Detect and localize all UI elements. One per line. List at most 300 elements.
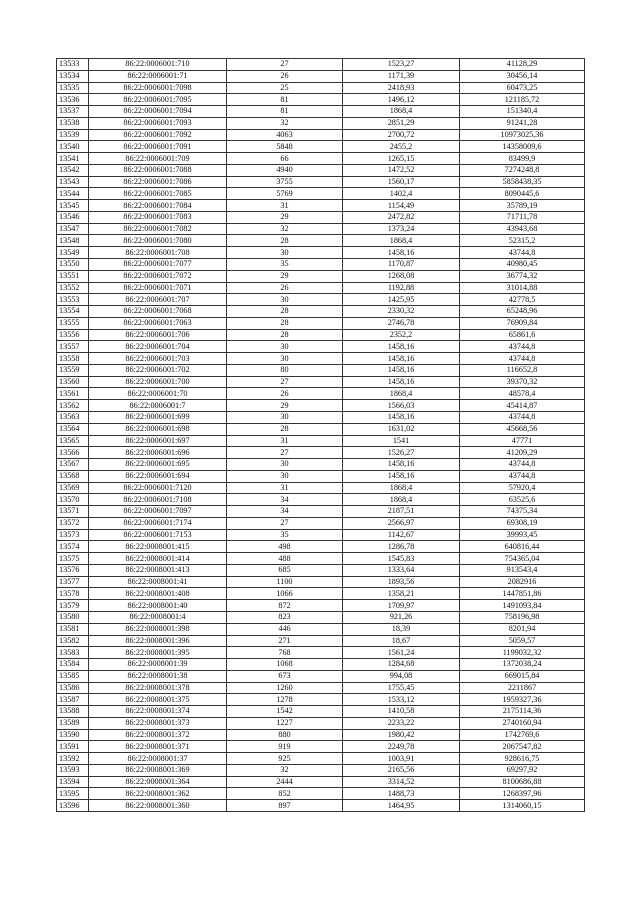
table-row [57,235,585,247]
cadastral-number-cell: 86:22:0008001:4 [89,611,227,623]
specific-value-cell: 1631,02 [343,423,460,435]
area-cell: 27 [227,517,343,529]
specific-value-cell: 1533,12 [343,694,460,706]
table-row [57,611,585,623]
cadastral-value-cell: 39370,32 [460,376,585,388]
cadastral-number-cell: 86:22:0006001:7071 [89,282,227,294]
area-cell: 30 [227,294,343,306]
area-cell: 27 [227,376,343,388]
cadastral-value-cell: 1742769,6 [460,729,585,741]
row-number-cell: 13582 [57,635,89,647]
table-row [57,517,585,529]
cadastral-value-cell: 65861,6 [460,329,585,341]
cadastral-value-cell: 41128,29 [460,59,585,71]
specific-value-cell: 1171,39 [343,70,460,82]
row-number-cell: 13545 [57,200,89,212]
table-row [57,529,585,541]
row-number-cell: 13540 [57,141,89,153]
row-number-cell: 13552 [57,282,89,294]
cadastral-value-cell: 47771 [460,435,585,447]
area-cell: 34 [227,506,343,518]
row-number-cell: 13587 [57,694,89,706]
specific-value-cell: 2455,2 [343,141,460,153]
cadastral-value-cell: 8201,94 [460,623,585,635]
row-number-cell: 13539 [57,129,89,141]
cadastral-number-cell: 86:22:0008001:396 [89,635,227,647]
row-number-cell: 13558 [57,353,89,365]
area-cell: 81 [227,94,343,106]
table-row [57,153,585,165]
row-number-cell: 13557 [57,341,89,353]
cadastral-value-cell: 43744,8 [460,353,585,365]
specific-value-cell: 1560,17 [343,176,460,188]
row-number-cell: 13547 [57,223,89,235]
row-number-cell: 13577 [57,576,89,588]
row-number-cell: 13560 [57,376,89,388]
cadastral-value-cell: 928616,75 [460,753,585,765]
row-number-cell: 13559 [57,364,89,376]
specific-value-cell: 1265,15 [343,153,460,165]
specific-value-cell: 1458,16 [343,353,460,365]
specific-value-cell: 1526,27 [343,447,460,459]
cadastral-number-cell: 86:22:0006001:7092 [89,129,227,141]
area-cell: 29 [227,270,343,282]
row-number-cell: 13575 [57,553,89,565]
row-number-cell: 13567 [57,459,89,471]
row-number-cell: 13533 [57,59,89,71]
cadastral-number-cell: 86:22:0006001:7084 [89,200,227,212]
area-cell: 880 [227,729,343,741]
table-row [57,682,585,694]
cadastral-value-cell: 41209,29 [460,447,585,459]
cadastral-number-cell: 86:22:0006001:698 [89,423,227,435]
table-row [57,411,585,423]
row-number-cell: 13549 [57,247,89,259]
cadastral-value-cell: 43744,8 [460,459,585,471]
row-number-cell: 13590 [57,729,89,741]
row-number-cell: 13569 [57,482,89,494]
cadastral-value-cell: 5858438,35 [460,176,585,188]
area-cell: 925 [227,753,343,765]
row-number-cell: 13591 [57,741,89,753]
specific-value-cell: 1142,67 [343,529,460,541]
row-number-cell: 13556 [57,329,89,341]
cadastral-value-cell: 43744,8 [460,470,585,482]
table-row [57,82,585,94]
cadastral-number-cell: 86:22:0008001:372 [89,729,227,741]
table-row [57,400,585,412]
cadastral-value-table [56,58,585,812]
specific-value-cell: 18,39 [343,623,460,635]
cadastral-value-cell: 1959327,36 [460,694,585,706]
table-row [57,129,585,141]
cadastral-number-cell: 86:22:0006001:706 [89,329,227,341]
table-row [57,764,585,776]
area-cell: 32 [227,117,343,129]
area-cell: 27 [227,59,343,71]
area-cell: 685 [227,564,343,576]
area-cell: 1100 [227,576,343,588]
row-number-cell: 13561 [57,388,89,400]
cadastral-value-cell: 754365,04 [460,553,585,565]
row-number-cell: 13542 [57,164,89,176]
cadastral-value-cell: 640816,44 [460,541,585,553]
table-body [57,59,585,812]
area-cell: 35 [227,259,343,271]
area-cell: 28 [227,329,343,341]
cadastral-number-cell: 86:22:0006001:7093 [89,117,227,129]
cadastral-number-cell: 86:22:0006001:70 [89,388,227,400]
row-number-cell: 13565 [57,435,89,447]
area-cell: 5848 [227,141,343,153]
cadastral-value-cell: 45414,87 [460,400,585,412]
area-cell: 28 [227,317,343,329]
area-cell: 897 [227,800,343,812]
cadastral-value-cell: 8090445,6 [460,188,585,200]
specific-value-cell: 1458,16 [343,459,460,471]
cadastral-number-cell: 86:22:0008001:413 [89,564,227,576]
table-row [57,706,585,718]
row-number-cell: 13562 [57,400,89,412]
area-cell: 30 [227,470,343,482]
area-cell: 81 [227,106,343,118]
cadastral-value-cell: 71711,78 [460,211,585,223]
specific-value-cell: 1458,16 [343,341,460,353]
cadastral-value-cell: 76909,84 [460,317,585,329]
cadastral-number-cell: 86:22:0006001:7095 [89,94,227,106]
table-row [57,364,585,376]
cadastral-number-cell: 86:22:0008001:373 [89,717,227,729]
area-cell: 30 [227,459,343,471]
area-cell: 446 [227,623,343,635]
area-cell: 25 [227,82,343,94]
specific-value-cell: 1893,56 [343,576,460,588]
specific-value-cell: 1410,58 [343,706,460,718]
table-row [57,188,585,200]
row-number-cell: 13543 [57,176,89,188]
cadastral-number-cell: 86:22:0008001:371 [89,741,227,753]
cadastral-value-cell: 2082916 [460,576,585,588]
cadastral-number-cell: 86:22:0006001:7068 [89,306,227,318]
specific-value-cell: 1472,52 [343,164,460,176]
specific-value-cell: 1488,73 [343,788,460,800]
table-row [57,376,585,388]
row-number-cell: 13555 [57,317,89,329]
cadastral-value-cell: 758196,98 [460,611,585,623]
cadastral-number-cell: 86:22:0006001:7077 [89,259,227,271]
table-row [57,106,585,118]
cadastral-number-cell: 86:22:0006001:702 [89,364,227,376]
row-number-cell: 13548 [57,235,89,247]
cadastral-value-cell: 1447851,86 [460,588,585,600]
cadastral-number-cell: 86:22:0006001:695 [89,459,227,471]
cadastral-value-cell: 43943,68 [460,223,585,235]
cadastral-number-cell: 86:22:0008001:39 [89,659,227,671]
cadastral-value-cell: 63525,6 [460,494,585,506]
table-row [57,270,585,282]
area-cell: 27 [227,447,343,459]
specific-value-cell: 2330,32 [343,306,460,318]
specific-value-cell: 1192,88 [343,282,460,294]
cadastral-number-cell: 86:22:0006001:7086 [89,176,227,188]
row-number-cell: 13550 [57,259,89,271]
cadastral-value-cell: 151340,4 [460,106,585,118]
row-number-cell: 13535 [57,82,89,94]
row-number-cell: 13578 [57,588,89,600]
row-number-cell: 13570 [57,494,89,506]
cadastral-number-cell: 86:22:0006001:7097 [89,506,227,518]
cadastral-value-cell: 43744,8 [460,247,585,259]
row-number-cell: 13593 [57,764,89,776]
cadastral-value-cell: 1372038,24 [460,659,585,671]
specific-value-cell: 1980,42 [343,729,460,741]
area-cell: 28 [227,235,343,247]
cadastral-value-cell: 2740160,94 [460,717,585,729]
specific-value-cell: 1284,68 [343,659,460,671]
area-cell: 4063 [227,129,343,141]
area-cell: 1542 [227,706,343,718]
row-number-cell: 13576 [57,564,89,576]
row-number-cell: 13574 [57,541,89,553]
cadastral-number-cell: 86:22:0008001:41 [89,576,227,588]
area-cell: 1260 [227,682,343,694]
table-row [57,635,585,647]
cadastral-number-cell: 86:22:0008001:37 [89,753,227,765]
row-number-cell: 13573 [57,529,89,541]
row-number-cell: 13534 [57,70,89,82]
specific-value-cell: 2851,29 [343,117,460,129]
area-cell: 31 [227,482,343,494]
area-cell: 66 [227,153,343,165]
table-row [57,470,585,482]
specific-value-cell: 1286,78 [343,541,460,553]
cadastral-number-cell: 86:22:0006001:7072 [89,270,227,282]
cadastral-number-cell: 86:22:0006001:7085 [89,188,227,200]
cadastral-value-cell: 1268397,96 [460,788,585,800]
specific-value-cell: 2187,51 [343,506,460,518]
row-number-cell: 13571 [57,506,89,518]
table-row [57,353,585,365]
row-number-cell: 13585 [57,670,89,682]
specific-value-cell: 2472,82 [343,211,460,223]
cadastral-number-cell: 86:22:0006001:704 [89,341,227,353]
table-row [57,388,585,400]
area-cell: 823 [227,611,343,623]
document-page [56,58,584,812]
table-row [57,800,585,812]
area-cell: 1066 [227,588,343,600]
cadastral-number-cell: 86:22:0008001:408 [89,588,227,600]
cadastral-number-cell: 86:22:0006001:7063 [89,317,227,329]
cadastral-value-cell: 91241,28 [460,117,585,129]
cadastral-number-cell: 86:22:0006001:7 [89,400,227,412]
cadastral-number-cell: 86:22:0006001:699 [89,411,227,423]
cadastral-value-cell: 35789,19 [460,200,585,212]
specific-value-cell: 1458,16 [343,411,460,423]
cadastral-value-cell: 1491093,84 [460,600,585,612]
cadastral-value-cell: 121185,72 [460,94,585,106]
specific-value-cell: 1358,21 [343,588,460,600]
table-row [57,200,585,212]
specific-value-cell: 2418,93 [343,82,460,94]
cadastral-value-cell: 74375,34 [460,506,585,518]
area-cell: 768 [227,647,343,659]
table-row [57,776,585,788]
row-number-cell: 13584 [57,659,89,671]
cadastral-value-cell: 31014,88 [460,282,585,294]
cadastral-number-cell: 86:22:0006001:7108 [89,494,227,506]
area-cell: 488 [227,553,343,565]
cadastral-number-cell: 86:22:0008001:38 [89,670,227,682]
row-number-cell: 13589 [57,717,89,729]
cadastral-value-cell: 42778,5 [460,294,585,306]
specific-value-cell: 18,67 [343,635,460,647]
table-row [57,317,585,329]
cadastral-value-cell: 5059,57 [460,635,585,647]
cadastral-value-cell: 669015,84 [460,670,585,682]
cadastral-number-cell: 86:22:0008001:395 [89,647,227,659]
table-row [57,741,585,753]
area-cell: 30 [227,353,343,365]
specific-value-cell: 1402,4 [343,188,460,200]
specific-value-cell: 1755,45 [343,682,460,694]
table-row [57,659,585,671]
row-number-cell: 13554 [57,306,89,318]
specific-value-cell: 921,26 [343,611,460,623]
cadastral-number-cell: 86:22:0008001:40 [89,600,227,612]
specific-value-cell: 1868,4 [343,494,460,506]
row-number-cell: 13541 [57,153,89,165]
specific-value-cell: 1170,87 [343,259,460,271]
row-number-cell: 13595 [57,788,89,800]
table-row [57,70,585,82]
cadastral-value-cell: 40980,45 [460,259,585,271]
cadastral-number-cell: 86:22:0006001:7083 [89,211,227,223]
specific-value-cell: 1709,97 [343,600,460,612]
table-row [57,753,585,765]
cadastral-number-cell: 86:22:0006001:7091 [89,141,227,153]
cadastral-number-cell: 86:22:0006001:696 [89,447,227,459]
specific-value-cell: 1868,4 [343,482,460,494]
cadastral-number-cell: 86:22:0006001:7153 [89,529,227,541]
area-cell: 26 [227,388,343,400]
row-number-cell: 13537 [57,106,89,118]
table-row [57,553,585,565]
specific-value-cell: 1425,95 [343,294,460,306]
cadastral-value-cell: 57920,4 [460,482,585,494]
cadastral-number-cell: 86:22:0006001:7174 [89,517,227,529]
row-number-cell: 13594 [57,776,89,788]
specific-value-cell: 1458,16 [343,247,460,259]
area-cell: 31 [227,200,343,212]
table-row [57,59,585,71]
row-number-cell: 13544 [57,188,89,200]
row-number-cell: 13564 [57,423,89,435]
specific-value-cell: 1333,64 [343,564,460,576]
cadastral-number-cell: 86:22:0006001:707 [89,294,227,306]
cadastral-value-cell: 83499,9 [460,153,585,165]
cadastral-number-cell: 86:22:0006001:708 [89,247,227,259]
area-cell: 872 [227,600,343,612]
area-cell: 1227 [227,717,343,729]
table-row [57,164,585,176]
cadastral-value-cell: 39993,45 [460,529,585,541]
table-row [57,423,585,435]
table-row [57,259,585,271]
cadastral-number-cell: 86:22:0006001:7082 [89,223,227,235]
area-cell: 31 [227,435,343,447]
area-cell: 919 [227,741,343,753]
area-cell: 28 [227,423,343,435]
row-number-cell: 13546 [57,211,89,223]
area-cell: 80 [227,364,343,376]
row-number-cell: 13566 [57,447,89,459]
cadastral-number-cell: 86:22:0006001:7120 [89,482,227,494]
area-cell: 852 [227,788,343,800]
cadastral-value-cell: 65248,96 [460,306,585,318]
row-number-cell: 13588 [57,706,89,718]
specific-value-cell: 1868,4 [343,388,460,400]
table-row [57,717,585,729]
table-row [57,694,585,706]
area-cell: 271 [227,635,343,647]
table-row [57,247,585,259]
cadastral-value-cell: 60473,25 [460,82,585,94]
cadastral-number-cell: 86:22:0008001:364 [89,776,227,788]
table-row [57,647,585,659]
specific-value-cell: 994,08 [343,670,460,682]
table-row [57,541,585,553]
cadastral-number-cell: 86:22:0006001:7080 [89,235,227,247]
table-row [57,459,585,471]
cadastral-number-cell: 86:22:0006001:7088 [89,164,227,176]
specific-value-cell: 1458,16 [343,470,460,482]
table-row [57,670,585,682]
area-cell: 30 [227,247,343,259]
specific-value-cell: 2746,78 [343,317,460,329]
table-row [57,306,585,318]
area-cell: 30 [227,411,343,423]
area-cell: 673 [227,670,343,682]
cadastral-value-cell: 1199032,32 [460,647,585,659]
table-row [57,282,585,294]
cadastral-number-cell: 86:22:0006001:709 [89,153,227,165]
table-row [57,211,585,223]
table-row [57,223,585,235]
row-number-cell: 13563 [57,411,89,423]
table-row [57,176,585,188]
cadastral-number-cell: 86:22:0008001:415 [89,541,227,553]
cadastral-number-cell: 86:22:0006001:694 [89,470,227,482]
area-cell: 29 [227,211,343,223]
specific-value-cell: 1373,24 [343,223,460,235]
row-number-cell: 13568 [57,470,89,482]
table-row [57,588,585,600]
cadastral-value-cell: 48578,4 [460,388,585,400]
specific-value-cell: 1868,4 [343,106,460,118]
specific-value-cell: 3314,52 [343,776,460,788]
cadastral-number-cell: 86:22:0008001:414 [89,553,227,565]
cadastral-value-cell: 14358009,6 [460,141,585,153]
cadastral-value-cell: 69308,19 [460,517,585,529]
cadastral-number-cell: 86:22:0008001:369 [89,764,227,776]
specific-value-cell: 2566,97 [343,517,460,529]
area-cell: 2444 [227,776,343,788]
specific-value-cell: 1458,16 [343,376,460,388]
area-cell: 4940 [227,164,343,176]
cadastral-number-cell: 86:22:0006001:7094 [89,106,227,118]
cadastral-number-cell: 86:22:0008001:375 [89,694,227,706]
